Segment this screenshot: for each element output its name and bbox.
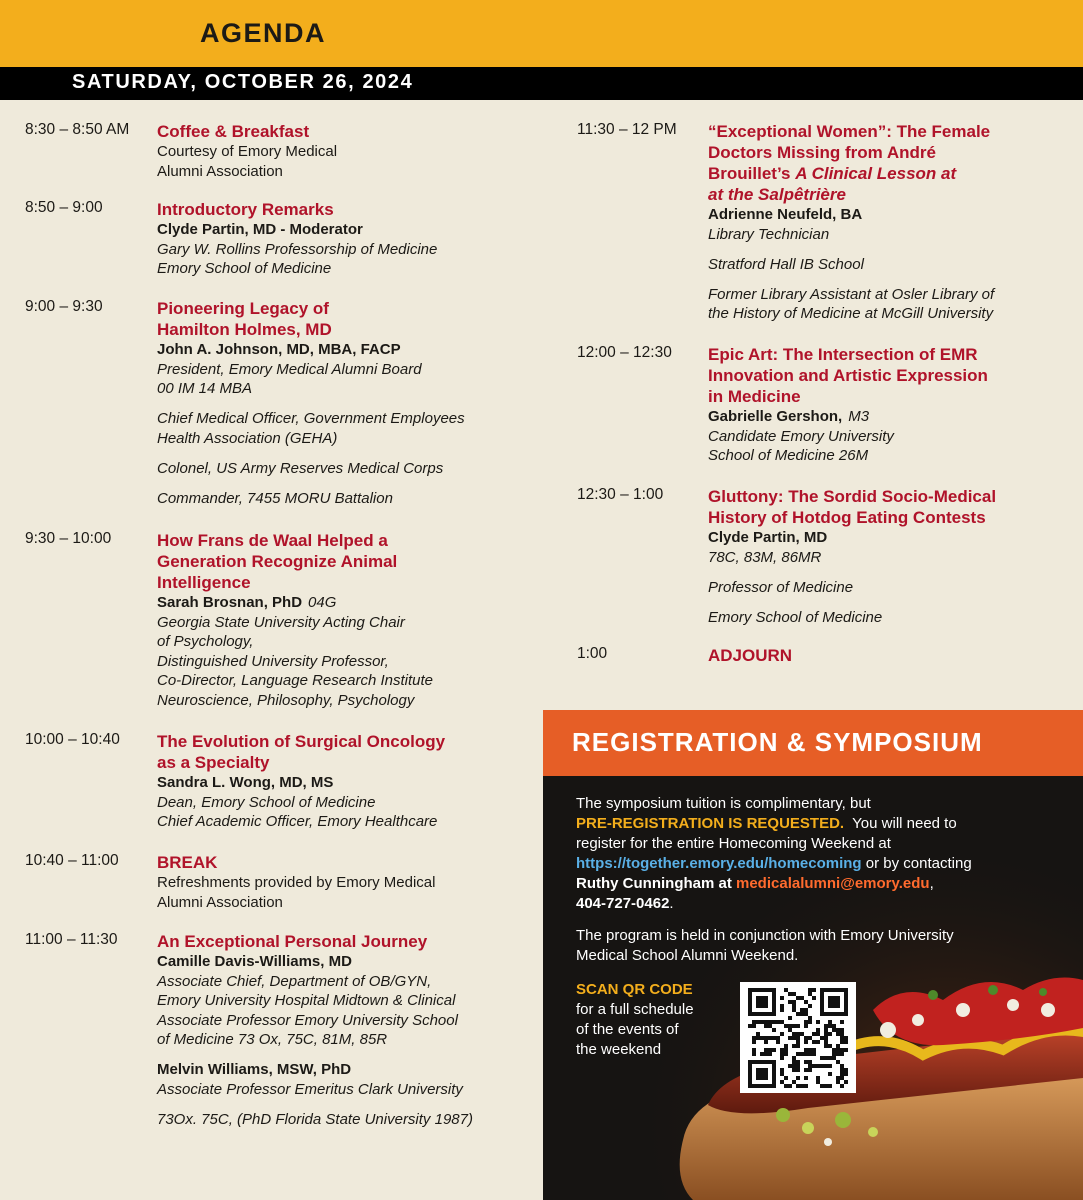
session-title: The Evolution of Surgical Oncology [157, 732, 446, 751]
agenda-time: 12:30 – 1:00 [577, 486, 664, 503]
class-year: 04G [308, 594, 337, 611]
agenda-time: 8:50 – 9:00 [25, 199, 103, 216]
speaker-credential: Dean, Emory School of Medicine [157, 793, 376, 811]
speaker-credential: School of Medicine 26M [708, 447, 869, 464]
agenda-content [157, 121, 532, 181]
registration-title: REGISTRATION & SYMPOSIUM [572, 727, 983, 757]
scan-qr-title: SCAN QR CODE [576, 981, 693, 998]
session-title [708, 163, 1068, 184]
agenda-time: 10:40 – 11:00 [25, 852, 119, 869]
session-title: Generation Recognize Animal [157, 552, 398, 571]
session-title: Pioneering Legacy of [157, 299, 329, 318]
reg-line-5: Ruthy Cunningham at medicalalumni@emory.edu, [576, 875, 934, 892]
speaker-name-text: Sarah Brosnan, PhD [157, 594, 303, 611]
session-title: Coffee & Breakfast [157, 122, 310, 141]
speaker-credential: of Psychology, [157, 633, 254, 650]
speaker-credential: of Medicine 73 Ox, 75C, 81M, 85R [157, 1031, 388, 1048]
agenda-time: 12:00 – 12:30 [577, 344, 672, 361]
registration-panel [543, 710, 1083, 1200]
homecoming-link[interactable]: https://together.emory.edu/homecoming [576, 855, 862, 872]
speaker-credential: Emory School of Medicine [157, 260, 332, 277]
speaker-name: Adrienne Neufeld, BA [708, 206, 863, 223]
session-title: BREAK [157, 853, 218, 872]
registration-text [576, 794, 1036, 966]
speaker-credential: Professor of Medicine [708, 578, 854, 596]
session-title: Hamilton Holmes, MD [157, 320, 332, 339]
speaker-credential: Former Library Assistant at Osler Library of [708, 285, 995, 303]
speaker-name: Clyde Partin, MD - Moderator [157, 221, 363, 238]
agenda-time: 10:00 – 10:40 [25, 731, 120, 748]
agenda-content [708, 344, 1068, 466]
agenda-content [157, 199, 532, 279]
agenda-content [157, 298, 532, 508]
reg-line-7: The program is held in conjunction with Emory University [576, 927, 954, 944]
speaker-credential: Commander, 7455 MORU Battalion [157, 489, 393, 507]
reg-line-8: Medical School Alumni Weekend. [576, 947, 799, 964]
reg-line-4: https://together.emory.edu/homecoming or by contacting [576, 855, 972, 872]
session-description: Refreshments provided by Emory Medical [157, 874, 436, 891]
agenda-content [708, 121, 1068, 324]
speaker-credential: 73Ox. 75C, (PhD Florida State University 1987) [157, 1110, 473, 1128]
header-bar [0, 0, 1083, 67]
speaker-credential: 78C, 83M, 86MR [708, 548, 822, 566]
speaker-name [157, 593, 532, 613]
agenda-content [157, 731, 532, 832]
speaker-credential: Chief Academic Officer, Emory Healthcare [157, 813, 438, 830]
agenda-time: 8:30 – 8:50 AM [25, 121, 130, 138]
speaker-name: Camille Davis-Williams, MD [157, 953, 352, 970]
artwork-title: at the Salpêtrière [708, 185, 846, 204]
agenda-time: 9:00 – 9:30 [25, 298, 103, 315]
agenda-time: 1:00 [577, 645, 608, 662]
session-title: Gluttony: The Sordid Socio-Medical [708, 487, 997, 506]
session-title: Intelligence [157, 573, 251, 592]
session-description: Courtesy of Emory Medical [157, 143, 338, 160]
registration-header [543, 710, 1083, 776]
session-title: ADJOURN [708, 646, 793, 665]
class-year: M3 [848, 408, 870, 425]
artwork-title: A Clinical Lesson at [795, 164, 957, 183]
speaker-credential: Associate Chief, Department of OB/GYN, [157, 972, 432, 990]
title-text: Brouillet’s [708, 164, 796, 183]
speaker-credential: Gary W. Rollins Professorship of Medicine [157, 240, 438, 258]
pre-registration-notice: PRE-REGISTRATION IS REQUESTED. [576, 815, 845, 832]
session-title: “Exceptional Women”: The Female [708, 122, 991, 141]
reg-line-2: PRE-REGISTRATION IS REQUESTED. You will need to [576, 815, 957, 832]
speaker-credential: Health Association (GEHA) [157, 429, 338, 447]
speaker-credential: Emory University Hospital Midtown & Clinical [157, 992, 456, 1009]
agenda-content [157, 931, 532, 1129]
speaker-credential: Stratford Hall IB School [708, 255, 864, 273]
email-link[interactable]: medicalalumni@emory.edu [736, 875, 930, 892]
speaker-credential: Library Technician [708, 225, 830, 243]
agenda-content [708, 486, 1068, 627]
speaker-credential: Neuroscience, Philosophy, Psychology [157, 691, 415, 709]
session-description: Alumni Association [157, 893, 283, 911]
speaker-name: John A. Johnson, MD, MBA, FACP [157, 341, 401, 358]
session-title: in Medicine [708, 387, 801, 406]
session-title: Doctors Missing from André [708, 143, 936, 162]
agenda-content [157, 852, 532, 912]
qr-code-icon[interactable] [740, 982, 856, 1093]
speaker-credential: Associate Professor Emory University School [157, 1011, 458, 1029]
session-title: An Exceptional Personal Journey [157, 932, 428, 951]
speaker-name: Melvin Williams, MSW, PhD [157, 1061, 352, 1078]
session-description: Alumni Association [157, 162, 283, 180]
speaker-credential: Co-Director, Language Research Institute [157, 672, 433, 689]
session-title: as a Specialty [157, 753, 270, 772]
session-title: Epic Art: The Intersection of EMR [708, 345, 978, 364]
speaker-credential: Colonel, US Army Reserves Medical Corps [157, 459, 444, 477]
reg-line-3: register for the entire Homecoming Weekend at [576, 835, 891, 852]
speaker-credential: the History of Medicine at McGill University [708, 305, 994, 322]
speaker-credential: 00 IM 14 MBA [157, 380, 253, 397]
speaker-credential: Emory School of Medicine [708, 608, 883, 626]
speaker-name-text: Gabrielle Gershon, [708, 408, 843, 425]
agenda-time: 9:30 – 10:00 [25, 530, 112, 547]
session-title: Introductory Remarks [157, 200, 334, 219]
date-bar [0, 67, 1083, 100]
session-title: Innovation and Artistic Expression [708, 366, 988, 385]
event-date: SATURDAY, OCTOBER 26, 2024 [72, 71, 414, 93]
agenda-content [157, 530, 532, 710]
session-title [708, 184, 1068, 205]
reg-line-1: The symposium tuition is complimentary, but [576, 795, 871, 812]
agenda-content [708, 645, 1068, 666]
speaker-credential: President, Emory Medical Alumni Board [157, 360, 422, 378]
session-title: History of Hotdog Eating Contests [708, 508, 986, 527]
speaker-credential: Candidate Emory University [708, 427, 894, 445]
agenda-time: 11:00 – 11:30 [25, 931, 118, 948]
session-title: How Frans de Waal Helped a [157, 531, 388, 550]
speaker-credential: Georgia State University Acting Chair [157, 613, 405, 631]
scan-qr-text: SCAN QR CODE for a full schedule of the events of the weekend [576, 981, 694, 1058]
agenda-time: 11:30 – 12 PM [577, 121, 677, 138]
speaker-credential: Associate Professor Emeritus Clark University [157, 1080, 463, 1098]
speaker-name: Sandra L. Wong, MD, MS [157, 774, 334, 791]
speaker-name: Clyde Partin, MD [708, 529, 828, 546]
speaker-credential: Distinguished University Professor, [157, 652, 389, 670]
page-title: AGENDA [200, 18, 327, 48]
phone-number: 404-727-0462 [576, 895, 670, 912]
speaker-credential: Chief Medical Officer, Government Employees [157, 410, 465, 427]
speaker-name [708, 407, 1068, 427]
reg-line-6: 404-727-0462. [576, 895, 674, 912]
